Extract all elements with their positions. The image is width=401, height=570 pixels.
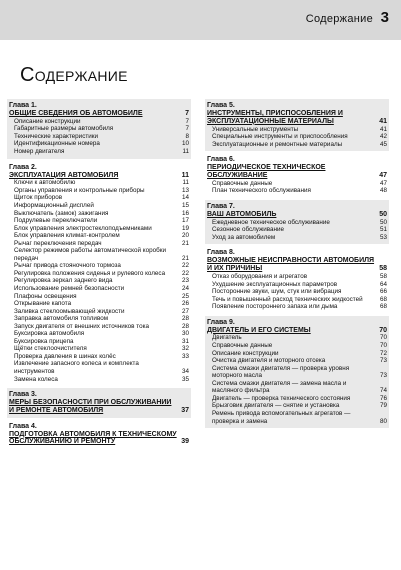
toc-entry-text: Двигатель	[212, 334, 242, 342]
toc-entry-page: 16	[181, 209, 189, 217]
toc-entry-page: 42	[379, 133, 387, 141]
chapter-title-link[interactable]	[7, 431, 191, 447]
toc-entry[interactable]	[7, 179, 191, 187]
toc-entry-text: Использование ремней безопасности	[14, 284, 125, 292]
toc-entry-text: Справочные данные	[212, 179, 273, 187]
toc-entry-page: 64	[379, 280, 387, 288]
toc-entry[interactable]	[205, 342, 389, 350]
toc-entry[interactable]	[7, 277, 191, 285]
toc-entry[interactable]	[7, 262, 191, 270]
toc-entry-page: 70	[379, 342, 387, 350]
toc-entry[interactable]	[7, 217, 191, 225]
chapter-title: ЭКСПЛУАТАЦИЯ АВТОМОБИЛЯ	[9, 171, 119, 179]
toc-entry-page: 10	[181, 140, 189, 148]
chapter-label: Глава 3.	[9, 391, 37, 399]
toc-entry-page: 58	[379, 272, 387, 280]
chapter-block	[7, 420, 191, 450]
toc-entry-page: 28	[181, 315, 189, 323]
toc-entry-text: Идентификационные номера	[14, 140, 100, 148]
toc-entry[interactable]	[7, 125, 191, 133]
toc-entry[interactable]	[205, 281, 389, 289]
chapter-label: Глава 8.	[207, 249, 235, 257]
toc-entry-page: 74	[379, 387, 387, 395]
toc-entry-text: Ремень привода вспомогательных агрегатов — проверка и замена	[212, 409, 351, 425]
toc-entry[interactable]	[205, 141, 389, 149]
toc-entry[interactable]	[205, 288, 389, 296]
toc-entry-page: 45	[379, 140, 387, 148]
toc-entry[interactable]	[7, 376, 191, 384]
toc-entry-text: Описание конструкции	[14, 117, 81, 125]
toc-entry-page: 48	[379, 187, 387, 195]
toc-entry-page: 8	[185, 132, 189, 140]
chapter-title: ДВИГАТЕЛЬ И ЕГО СИСТЕМЫ	[207, 326, 311, 334]
toc-entry-text: Ухудшение эксплуатационных параметров	[212, 280, 338, 288]
toc-entry-text: Щётки стеклоочистителя	[14, 345, 87, 353]
toc-entry-text: Буксировка прицепа	[14, 337, 74, 345]
toc-entry-page: 73	[379, 372, 387, 380]
toc-entry[interactable]	[205, 296, 389, 304]
toc-entry-page: 28	[181, 322, 189, 330]
chapter-block	[7, 161, 191, 387]
chapter-label: Глава 4.	[9, 422, 37, 430]
toc-entry[interactable]	[7, 360, 191, 375]
toc-entry-page: 66	[379, 288, 387, 296]
toc-entry[interactable]	[205, 380, 389, 395]
toc-entry[interactable]	[7, 210, 191, 218]
chapter-title: ВОЗМОЖНЫЕ НЕИСПРАВНОСТИ АВТОМОБИЛЯ И ИХ ПРИЧИНЫ	[207, 257, 375, 273]
chapter-block	[7, 388, 191, 418]
toc-entry-page: 21	[181, 254, 189, 262]
toc-entry[interactable]	[7, 194, 191, 202]
toc-entry-page: 68	[379, 295, 387, 303]
toc-entry[interactable]	[205, 303, 389, 311]
toc-entry-page: 68	[379, 303, 387, 311]
toc-entry[interactable]	[205, 410, 389, 425]
chapter-page-number: 37	[181, 406, 189, 414]
chapter-label: Глава 7.	[207, 202, 235, 210]
toc-entry-text: Посторонние звуки, шум, стук или вибрация	[212, 288, 342, 296]
toc-entry-page: 72	[379, 349, 387, 357]
toc-entry-text: Заливка стеклоомывающей жидкости	[14, 307, 125, 315]
toc-entry[interactable]	[205, 357, 389, 365]
toc-entry-page: 19	[181, 224, 189, 232]
toc-entry-text: Система смазки двигателя — замена масла и масляного фильтра	[212, 379, 347, 395]
toc-entry-text: Очистка двигателя и моторного отсека	[212, 357, 326, 365]
toc-entry[interactable]	[7, 285, 191, 293]
chapter-title: ПОДГОТОВКА АВТОМОБИЛЯ К ТЕХНИЧЕСКОМУ ОБСЛУЖИВАНИЮ И РЕМОНТУ	[9, 430, 177, 446]
toc-entry[interactable]	[7, 133, 191, 141]
chapter-label: Глава 1.	[9, 102, 37, 109]
toc-entry-text: Универсальные инструменты	[212, 125, 299, 133]
toc-entry-text: Описание конструкции	[212, 349, 279, 357]
chapter-title: ИНСТРУМЕНТЫ, ПРИСПОСОБЛЕНИЯ И ЭКСПЛУАТАЦИОННЫЕ МАТЕРИАЛЫ	[207, 110, 343, 125]
toc-entry-page: 7	[185, 117, 189, 125]
chapter-block	[205, 316, 389, 428]
chapter-title-link[interactable]	[7, 110, 191, 118]
toc-entry[interactable]	[205, 365, 389, 380]
toc-entry[interactable]	[205, 402, 389, 410]
toc-entry[interactable]	[205, 273, 389, 281]
chapter-page-number: 47	[379, 172, 387, 180]
chapter-title: МЕРЫ БЕЗОПАСНОСТИ ПРИ ОБСЛУЖИВАНИИ И РЕМОНТЕ АВТОМОБИЛЯ	[9, 399, 172, 414]
toc-entry-text: Выключатель (замок) зажигания	[14, 209, 109, 217]
toc-entry-text: Габаритные размеры автомобиля	[14, 125, 114, 133]
chapter-spacer	[7, 449, 191, 451]
toc-title: Содержание	[20, 64, 128, 86]
toc-entry-page: 25	[181, 292, 189, 300]
chapter-page-number: 7	[185, 110, 189, 117]
toc-entry-page: 79	[379, 402, 387, 410]
toc-right-column	[205, 99, 389, 430]
toc-entry[interactable]	[7, 300, 191, 308]
toc-entry-page: 13	[181, 186, 189, 194]
toc-entry-text: Заправка автомобиля топливом	[14, 315, 109, 323]
toc-entry-text: Специальные инструменты и приспособления	[212, 133, 348, 141]
chapter-page-number: 11	[181, 171, 189, 179]
chapter-block	[205, 153, 389, 198]
chapter-title-link[interactable]	[205, 211, 389, 219]
toc-entry-text: Появление постороннего запаха или дыма	[212, 303, 338, 311]
toc-entry-text: Селектор режимов работы автоматической коробки передач	[14, 247, 166, 262]
toc-entry-text: Информационный дисплей	[14, 201, 94, 209]
toc-entry-page: 33	[181, 352, 189, 360]
toc-entry[interactable]	[205, 350, 389, 358]
toc-entry-text: Рычаг переключения передач	[14, 239, 102, 247]
toc-entry[interactable]	[7, 225, 191, 233]
toc-entry-page: 80	[379, 417, 387, 425]
toc-entry[interactable]	[205, 334, 389, 342]
toc-entry-text: Плафоны освещения	[14, 292, 77, 300]
chapter-label: Глава 6.	[207, 156, 235, 164]
toc-entry[interactable]	[7, 330, 191, 338]
toc-left-column	[7, 99, 191, 451]
toc-entry-page: 76	[379, 394, 387, 402]
toc-entry[interactable]	[205, 126, 389, 134]
chapter-block	[205, 99, 389, 151]
toc-entry[interactable]	[205, 395, 389, 403]
toc-entry[interactable]	[7, 345, 191, 353]
toc-entry[interactable]	[7, 353, 191, 361]
toc-entry-text: Извлечение запасного колеса и комплекта инструментов	[14, 360, 139, 375]
chapter-title-link[interactable]	[7, 399, 191, 415]
chapter-block	[205, 200, 389, 244]
toc-entry[interactable]	[7, 315, 191, 323]
toc-entry[interactable]	[7, 247, 191, 262]
toc-entry-page: 14	[181, 194, 189, 202]
toc-entry-text: Технические характеристики	[14, 132, 99, 140]
toc-entry-text: Рычаг привода стояночного тормоза	[14, 262, 121, 270]
toc-entry-text: Блок управления климат-контролем	[14, 232, 120, 240]
toc-entry-page: 41	[379, 125, 387, 133]
toc-entry-text: Щиток приборов	[14, 194, 63, 202]
toc-entry[interactable]	[205, 133, 389, 141]
toc-entry-text: Замена колеса	[14, 375, 58, 383]
toc-entry[interactable]	[7, 148, 191, 156]
toc-entry-text: Отказ оборудования и агрегатов	[212, 272, 308, 280]
toc-entry-text: Проверка давления в шинах колёс	[14, 352, 116, 360]
toc-entry-page: 73	[379, 357, 387, 365]
chapter-page-number: 58	[379, 265, 387, 273]
toc-entry-text: Брызговик двигателя — снятие и установка	[212, 402, 340, 410]
toc-entry-text: Двигатель — проверка технического состояния	[212, 394, 351, 402]
toc-entry-text: Ежедневное техническое обслуживание	[212, 218, 330, 226]
toc-entry-text: Органы управления и контрольные приборы	[14, 186, 145, 194]
toc-entry-page: 23	[181, 277, 189, 285]
toc-entry[interactable]	[205, 226, 389, 234]
toc-entry-page: 17	[181, 217, 189, 225]
chapter-block	[7, 99, 191, 159]
toc-entry-page: 21	[181, 239, 189, 247]
toc-entry-page: 7	[185, 125, 189, 133]
toc-entry-page: 26	[181, 300, 189, 308]
toc-entry[interactable]	[7, 202, 191, 210]
toc-entry[interactable]	[7, 140, 191, 148]
toc-entry-text: Номер двигателя	[14, 147, 65, 155]
toc-entry-text: Буксировка автомобиля	[14, 330, 85, 338]
toc-entry-text: Блок управления электростеклоподъемниками	[14, 224, 152, 232]
toc-entry-page: 31	[181, 337, 189, 345]
toc-entry-text: План технического обслуживания	[212, 187, 311, 195]
chapter-title-link[interactable]	[205, 164, 389, 180]
chapter-page-number: 70	[379, 326, 387, 334]
toc-entry-page: 27	[181, 307, 189, 315]
toc-entry-page: 11	[182, 179, 189, 187]
toc-entry-text: Справочные данные	[212, 342, 273, 350]
toc-entry-text: Подрулевые переключатели	[14, 217, 98, 225]
toc-entry-text: Регулировка положения сиденья и рулевого колеса	[14, 269, 166, 277]
chapter-block	[205, 246, 389, 313]
toc-entry[interactable]	[7, 270, 191, 278]
toc-entry-text: Ключи к автомобилю	[14, 179, 76, 187]
toc-entry-text: Уход за автомобилем	[212, 233, 276, 241]
chapter-title: ОБЩИЕ СВЕДЕНИЯ ОБ АВТОМОБИЛЕ	[9, 110, 143, 117]
toc-entry-page: 70	[379, 334, 387, 342]
chapter-title-link[interactable]	[205, 110, 389, 126]
chapter-title-link[interactable]	[205, 327, 389, 335]
page-number: 3	[380, 9, 389, 26]
toc-entry-text: Эксплуатационные и ремонтные материалы	[212, 140, 343, 148]
chapter-label: Глава 5.	[207, 102, 235, 109]
chapter-spacer	[205, 428, 389, 430]
toc-entry-text: Система смазки двигателя — проверка уровня моторного масла	[212, 364, 350, 380]
toc-entry-page: 11	[182, 147, 189, 155]
toc-entry[interactable]	[7, 232, 191, 240]
toc-entry-page: 50	[379, 218, 387, 226]
toc-entry-page: 47	[379, 179, 387, 187]
toc-entry-page: 35	[181, 375, 189, 383]
chapter-title: ПЕРИОДИЧЕСКОЕ ТЕХНИЧЕСКОЕ ОБСЛУЖИВАНИЕ	[207, 164, 326, 180]
chapter-label: Глава 9.	[207, 318, 235, 326]
chapter-title-link[interactable]	[205, 257, 389, 273]
toc-entry-page: 53	[379, 233, 387, 241]
toc-entry-page: 24	[181, 284, 189, 292]
chapter-page-number: 39	[181, 438, 189, 446]
toc-entry-page: 32	[181, 345, 189, 353]
toc-entry-text: Сезонное обслуживание	[212, 226, 285, 234]
toc-entry-page: 20	[181, 232, 189, 240]
toc-entry-text: Регулировка зеркал заднего вида	[14, 277, 113, 285]
toc-entry-text: Течь и повышенный расход технических жидкостей	[212, 295, 363, 303]
chapter-page-number: 50	[379, 210, 387, 218]
toc-entry-text: Запуск двигателя от внешних источников тока	[14, 322, 149, 330]
toc-entry-page: 22	[181, 262, 189, 270]
toc-entry-page: 22	[181, 269, 189, 277]
chapter-title: ВАШ АВТОМОБИЛЬ	[207, 210, 277, 218]
toc-entry[interactable]	[7, 293, 191, 301]
toc-entry-page: 51	[379, 226, 387, 234]
toc-entry[interactable]	[7, 338, 191, 346]
chapter-page-number: 41	[379, 117, 387, 125]
toc-entry-text: Открывание капота	[14, 300, 72, 308]
toc-entry-page: 30	[181, 330, 189, 338]
toc-entry[interactable]	[205, 187, 389, 195]
toc-entry[interactable]	[205, 234, 389, 242]
toc-entry-page: 15	[181, 201, 189, 209]
chapter-label: Глава 2.	[9, 163, 37, 171]
toc-entry-page: 34	[181, 368, 189, 375]
running-header: Содержание	[305, 13, 373, 25]
